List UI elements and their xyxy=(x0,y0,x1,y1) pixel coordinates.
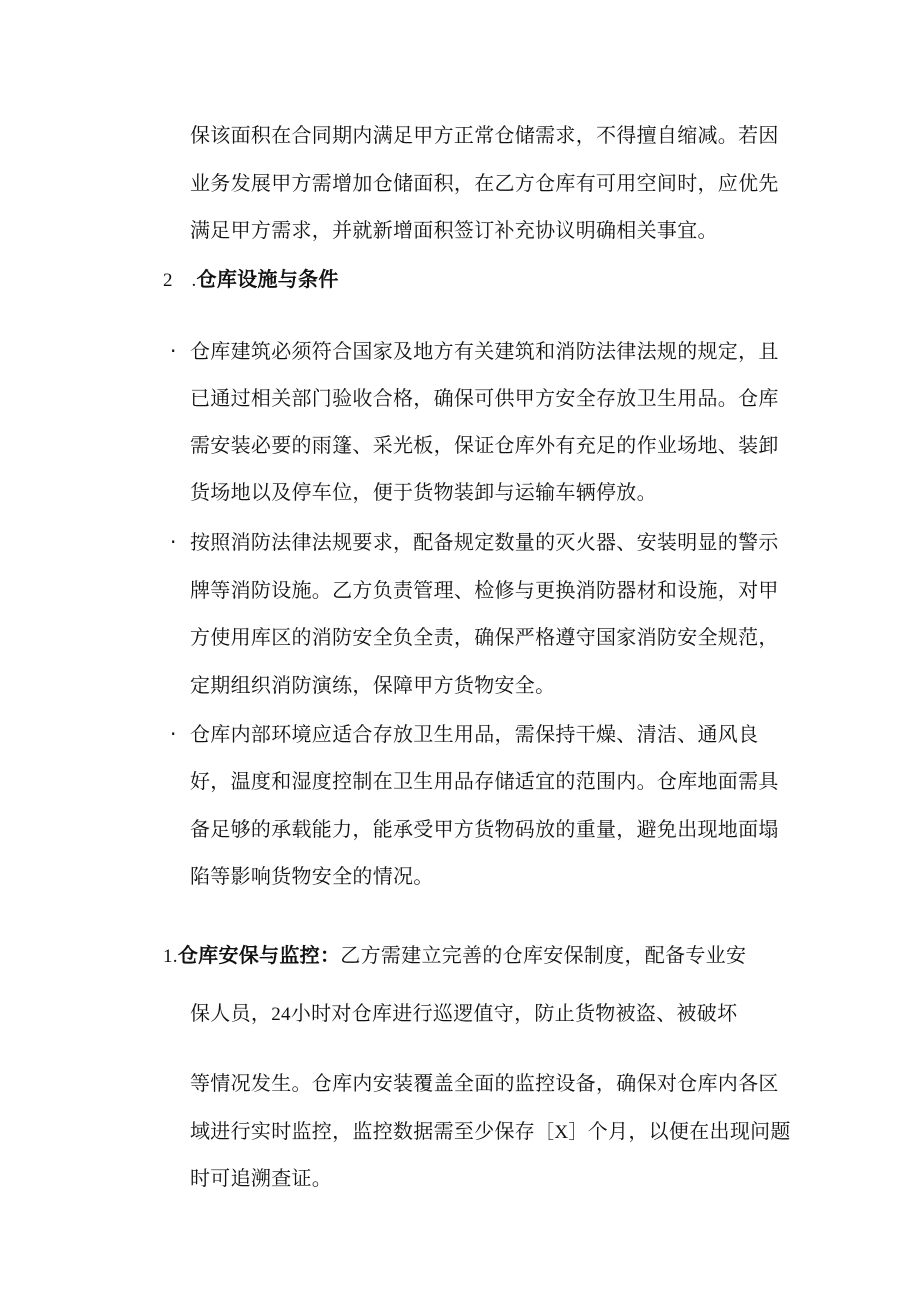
security-text: 乙方需建立完善的仓库安保制度，配备专业安 xyxy=(340,943,747,967)
security-line-3: 等情况发生。仓库内安装覆盖全面的监控设备，确保对仓库内各区 xyxy=(190,1071,779,1095)
bullet-line: 需安装必要的雨篷、采光板，保证仓库外有充足的作业场地、装卸 xyxy=(190,433,779,457)
security-text: 域进行实时监控，监控数据需至少保存 xyxy=(190,1119,536,1143)
bullet-line: 备足够的承载能力，能承受甲方货物码放的重量，避免出现地面塌 xyxy=(190,817,779,841)
hours-value: 24 xyxy=(271,1004,291,1025)
bullet-line: 仓库建筑必须符合国家及地方有关建筑和消防法律法规的规定，且 xyxy=(190,339,779,363)
bullet-line: 陷等影响货物安全的情况。 xyxy=(190,864,434,888)
bullet-marker: · xyxy=(170,530,177,554)
security-text: 小时对仓库进行巡逻值守，防止货物被盗、被破坏 xyxy=(290,1001,738,1025)
security-text: 保人员， xyxy=(190,1001,272,1025)
bullet-line: 货场地以及停车位，便于货物装卸与运输车辆停放。 xyxy=(190,480,657,504)
bullet-line: 定期组织消防演练，保障甲方货物安全。 xyxy=(190,673,556,697)
bullet-marker: · xyxy=(170,339,177,363)
bullet-line: 仓库内部环境应适合存放卫生用品，需保持干燥、清洁、通风良 xyxy=(190,722,759,746)
bullet-line: 牌等消防设施。乙方负责管理、检修与更换消防器材和设施，对甲 xyxy=(190,578,779,602)
intro-line-3: 满足甲方需求，并就新增面积签订补充协议明确相关事宜。 xyxy=(190,218,718,242)
security-title: 仓库安保与监控： xyxy=(177,943,341,967)
security-line-1 xyxy=(163,941,746,971)
section-separator: . xyxy=(191,270,197,291)
security-line-2 xyxy=(190,999,737,1029)
bullet-line: 已通过相关部门验收合格，确保可供甲方安全存放卫生用品。仓库 xyxy=(190,386,779,410)
section-heading xyxy=(163,265,339,295)
section-title: 仓库设施与条件 xyxy=(196,267,339,291)
bullet-line: 按照消防法律法规要求，配备规定数量的灭火器、安装明显的警示 xyxy=(190,530,779,554)
security-line-5: 时可追溯查证。 xyxy=(190,1166,333,1190)
section-number: 2 xyxy=(163,270,173,291)
intro-line-2: 业务发展甲方需增加仓储面积，在乙方仓库有可用空间时，应优先 xyxy=(190,171,779,195)
retention-placeholder: ［X］ xyxy=(535,1122,588,1143)
bullet-line: 方使用库区的消防安全负全责，确保严格遵守国家消防安全规范， xyxy=(190,625,779,649)
intro-line-1: 保该面积在合同期内满足甲方正常仓储需求，不得擅自缩减。若因 xyxy=(190,123,779,147)
bullet-line: 好，温度和湿度控制在卫生用品存储适宜的范围内。仓库地面需具 xyxy=(190,769,779,793)
bullet-marker: · xyxy=(170,722,177,746)
security-line-4 xyxy=(190,1117,791,1147)
security-number: 1. xyxy=(163,946,178,967)
security-text: 个月，以便在出现问题 xyxy=(587,1119,791,1143)
